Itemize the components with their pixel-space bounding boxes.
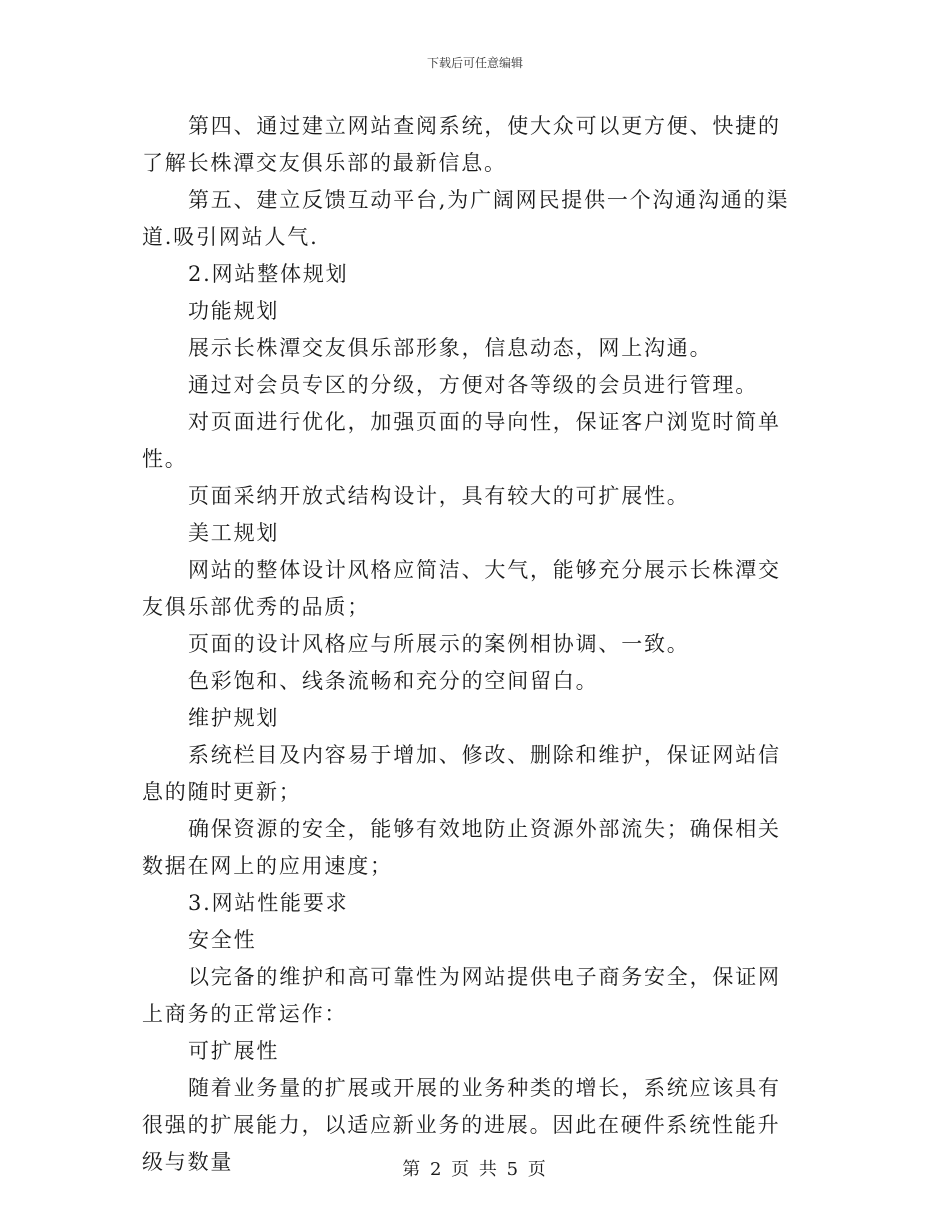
subsection-heading: 安全性 — [188, 928, 257, 952]
paragraph: 随着业务量的扩展或开展的业务种类的增长，系统应该具有很强的扩展能力，以适应新业务的进展。因此在硬件系统性能升级与数量 — [142, 1076, 781, 1174]
subsection-heading: 美工规划 — [188, 521, 280, 545]
subsection-heading: 功能规划 — [188, 299, 280, 323]
paragraph: 确保资源的安全，能够有效地防止资源外部流失；确保相关数据在网上的应用速度； — [142, 817, 781, 878]
document-body — [142, 108, 802, 1181]
paragraph: 页面采纳开放式结构设计，具有较大的可扩展性。 — [188, 484, 690, 508]
paragraph: 色彩饱和、线条流畅和充分的空间留白。 — [188, 669, 599, 693]
paragraph: 对页面进行优化，加强页面的导向性，保证客户浏览时简单性。 — [142, 410, 781, 471]
paragraph: 第五、建立反馈互动平台,为广阔网民提供一个沟通沟通的渠道.吸引网站人气. — [142, 188, 790, 249]
paragraph: 网站的整体设计风格应简洁、大气，能够充分展示长株潭交友俱乐部优秀的品质； — [142, 558, 781, 619]
page-header: 下载后可任意编辑 — [426, 56, 523, 70]
paragraph: 第四、通过建立网站查阅系统，使大众可以更方便、快捷的了解长株潭交友俱乐部的最新信息。 — [142, 114, 781, 175]
section-heading: 3.网站性能要求 — [188, 891, 349, 915]
paragraph: 通过对会员专区的分级，方便对各等级的会员进行管理。 — [188, 373, 758, 397]
paragraph: 展示长株潭交友俱乐部形象，信息动态，网上沟通。 — [188, 336, 713, 360]
subsection-heading: 可扩展性 — [188, 1039, 280, 1063]
subsection-heading: 维护规划 — [188, 706, 280, 730]
section-heading: 2.网站整体规划 — [188, 262, 349, 286]
paragraph: 页面的设计风格应与所展示的案例相协调、一致。 — [188, 632, 690, 656]
page-number-footer: 第 2 页 共 5 页 — [402, 1159, 548, 1180]
paragraph: 系统栏目及内容易于增加、修改、删除和维护，保证网站信息的随时更新； — [142, 743, 781, 804]
paragraph: 以完备的维护和高可靠性为网站提供电子商务安全，保证网上商务的正常运作： — [142, 965, 781, 1026]
